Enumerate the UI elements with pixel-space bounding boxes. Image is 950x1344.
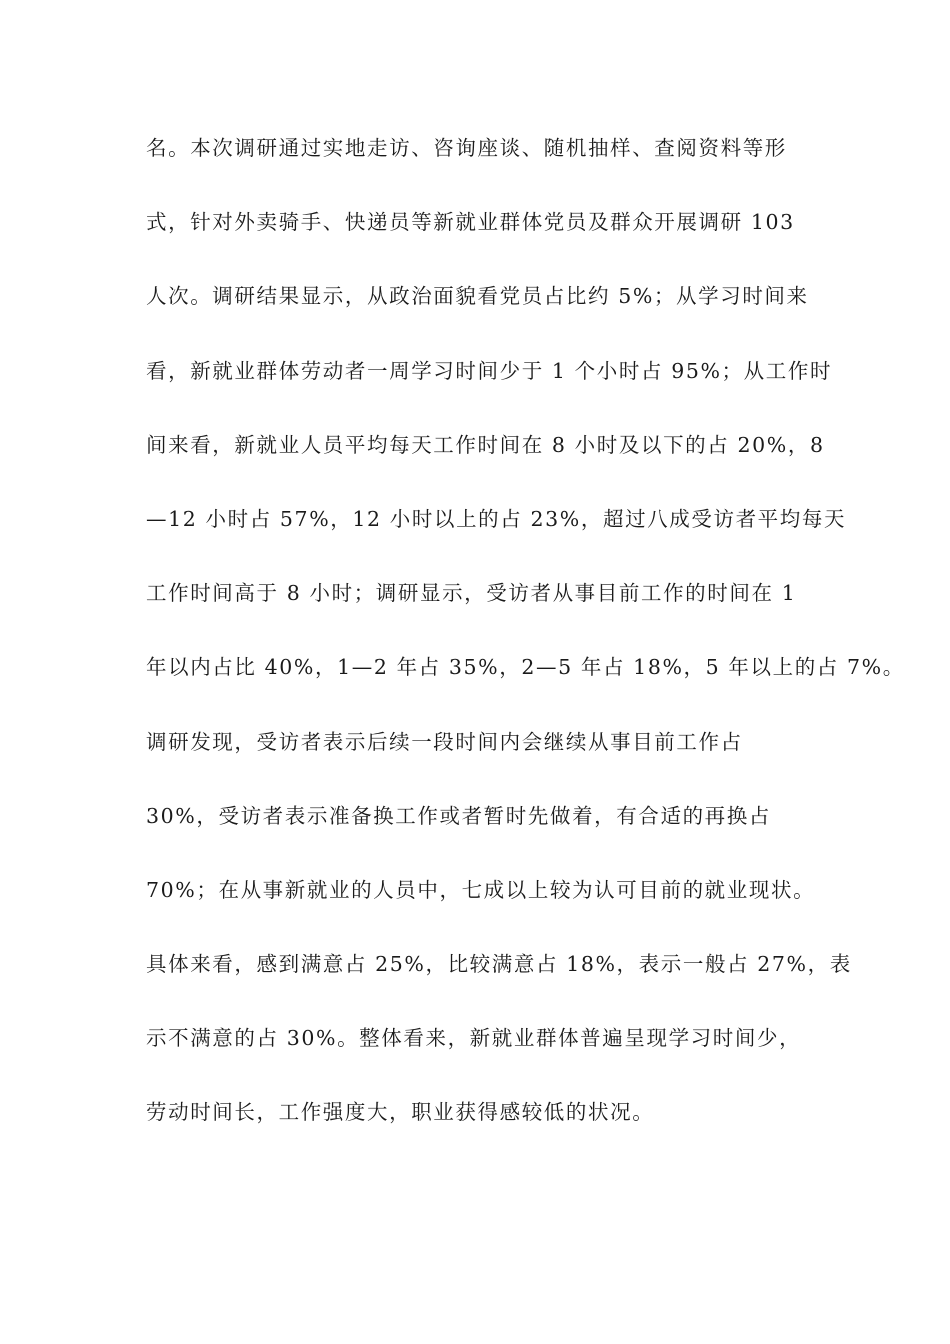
text-line: 人次。调研结果显示，从政治面貌看党员占比约 5%；从学习时间来 bbox=[146, 284, 809, 309]
body-text bbox=[146, 133, 905, 1172]
text-line: —12 小时占 57%，12 小时以上的占 23%，超过八成受访者平均每天 bbox=[146, 506, 847, 531]
text-line: 工作时间高于 8 小时；调研显示，受访者从事目前工作的时间在 1 bbox=[146, 581, 797, 606]
text-line: 年以内占比 40%，1—2 年占 35%，2—5 年占 18%，5 年以上的占 7%。 bbox=[146, 655, 905, 680]
text-line: 30%，受访者表示准备换工作或者暂时先做着，有合适的再换占 bbox=[146, 803, 771, 828]
text-line: 看，新就业群体劳动者一周学习时间少于 1 个小时占 95%；从工作时 bbox=[146, 358, 833, 383]
text-line: 名。本次调研通过实地走访、咨询座谈、随机抽样、查阅资料等形 bbox=[146, 136, 787, 160]
text-line: 具体来看，感到满意占 25%，比较满意占 18%，表示一般占 27%，表 bbox=[146, 952, 852, 977]
text-line: 示不满意的占 30%。整体看来，新就业群体普遍呈现学习时间少， bbox=[146, 1026, 802, 1051]
text-line: 式，针对外卖骑手、快递员等新就业群体党员及群众开展调研 103 bbox=[146, 210, 795, 235]
text-line: 劳动时间长，工作强度大，职业获得感较低的状况。 bbox=[146, 1100, 655, 1125]
text-line: 调研发现，受访者表示后续一段时间内会继续从事目前工作占 bbox=[146, 729, 743, 754]
text-line: 70%；在从事新就业的人员中，七成以上较为认可目前的就业现状。 bbox=[146, 877, 816, 902]
text-line: 间来看，新就业人员平均每天工作时间在 8 小时及以下的占 20%，8 bbox=[146, 432, 825, 457]
